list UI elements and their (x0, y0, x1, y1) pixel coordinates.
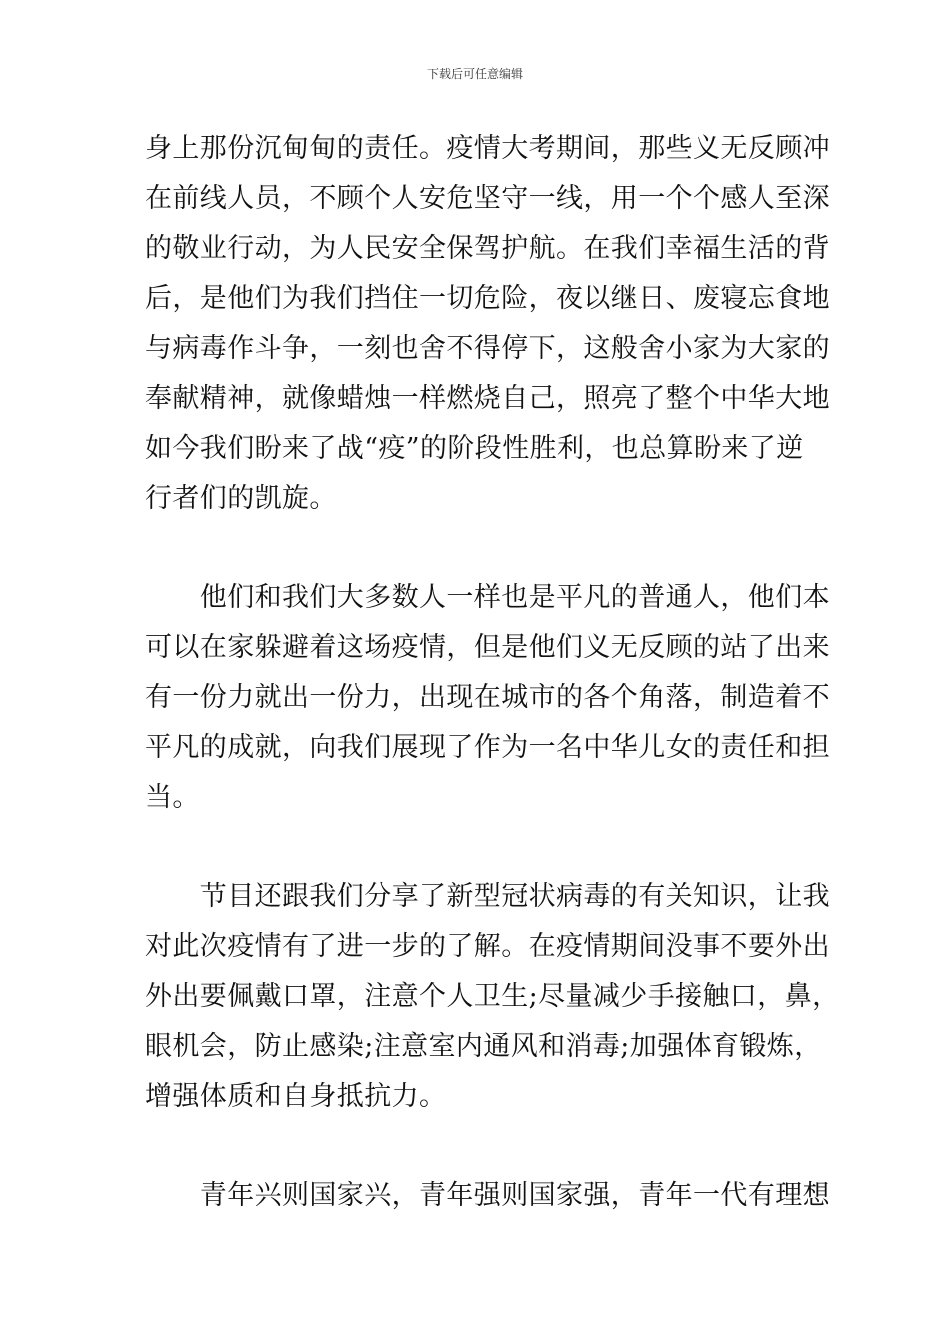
text-line: 身上那份沉甸甸的责任。疫情大考期间，那些义无反顾冲 (145, 133, 830, 164)
paragraph-2 (145, 573, 830, 823)
page-header-note: 下载后可任意编辑 (426, 67, 523, 81)
text-line: 与病毒作斗争，一刻也舍不得停下，这般舍小家为大家的 (145, 333, 830, 364)
text-line: 如今我们盼来了战“疫”的阶段性胜利，也总算盼来了逆 (145, 433, 804, 464)
paragraph-4 (145, 1171, 830, 1221)
text-line: 青年兴则国家兴，青年强则国家强，青年一代有理想 (145, 1180, 830, 1211)
document-body (145, 124, 840, 1221)
text-line: 外出要佩戴口罩，注意个人卫生;尽量减少手接触口，鼻， (145, 981, 840, 1012)
text-line: 对此次疫情有了进一步的了解。在疫情期间没事不要外出 (145, 931, 830, 962)
text-line: 奉献精神，就像蜡烛一样燃烧自己，照亮了整个中华大地 (145, 383, 830, 414)
text-line: 可以在家躲避着这场疫情，但是他们义无反顾的站了出来 (145, 632, 830, 663)
text-line: 平凡的成就，向我们展现了作为一名中华儿女的责任和担 (145, 732, 830, 763)
text-line: 后，是他们为我们挡住一切危险，夜以继日、废寝忘食地 (145, 283, 830, 314)
paragraph-spacer (145, 823, 810, 872)
text-line: 增强体质和自身抵抗力。 (145, 1081, 447, 1112)
text-line: 当。 (145, 782, 200, 813)
text-line: 他们和我们大多数人一样也是平凡的普通人，他们本 (145, 582, 830, 613)
text-line: 节目还跟我们分享了新型冠状病毒的有关知识，让我 (145, 881, 830, 912)
text-line: 有一份力就出一份力，出现在城市的各个角落，制造着不 (145, 682, 830, 713)
paragraph-spacer (145, 1122, 810, 1171)
paragraph-3 (145, 872, 840, 1122)
paragraph-spacer (145, 524, 810, 573)
text-line: 行者们的凯旋。 (145, 483, 337, 514)
paragraph-1 (145, 124, 830, 524)
text-line: 在前线人员，不顾个人安危坚守一线，用一个个感人至深 (145, 183, 830, 214)
text-line: 眼机会，防止感染;注意室内通风和消毒;加强体育锻炼， (145, 1031, 822, 1062)
text-line: 的敬业行动，为人民安全保驾护航。在我们幸福生活的背 (145, 233, 830, 264)
